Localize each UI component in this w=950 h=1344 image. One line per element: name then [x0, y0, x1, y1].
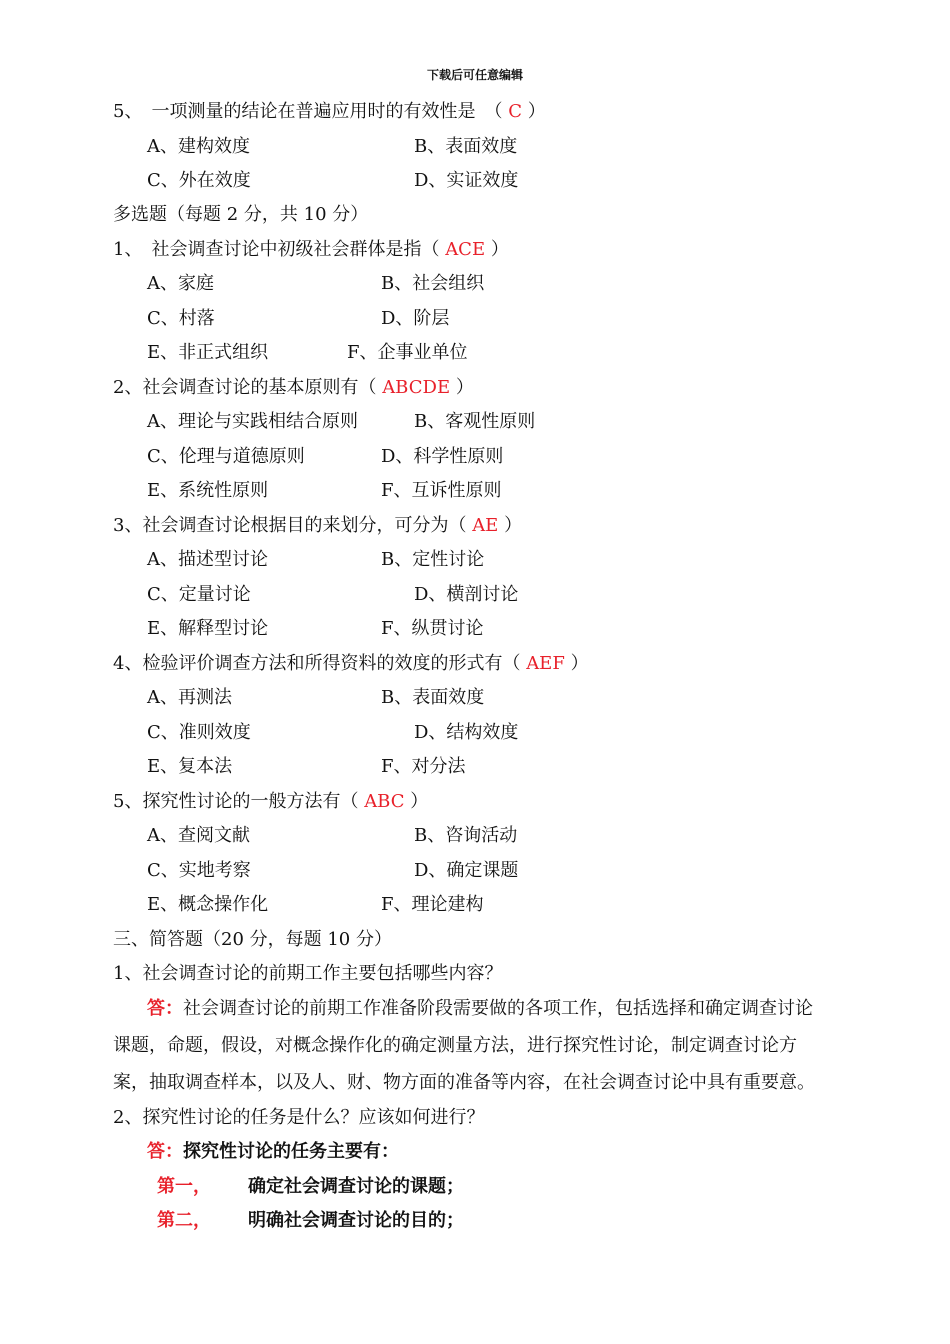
- point-label: 第二，: [157, 1210, 211, 1231]
- close-paren: ）: [455, 377, 474, 398]
- question-stem-text: 4、检验评价调查方法和所得资料的效度的形式有（: [113, 653, 521, 674]
- option: A、查阅文献: [147, 825, 250, 846]
- answer-text: C: [508, 101, 522, 122]
- section-title-multi: 多选题（每题 2 分，共 10 分）: [113, 204, 369, 225]
- option: B、表面效度: [414, 136, 518, 157]
- section-title-short: 三、简答题（20 分，每题 10 分）: [113, 929, 392, 950]
- option: E、概念操作化: [147, 894, 269, 915]
- question-stem-text: 2、社会调查讨论的基本原则有（: [113, 377, 377, 398]
- multi-question-1-stem: [113, 238, 509, 262]
- option: B、定性讨论: [381, 549, 485, 570]
- option: A、理论与实践相结合原则: [147, 411, 358, 432]
- question-stem-text: 5、探究性讨论的一般方法有（: [113, 791, 359, 812]
- option: F、纵贯讨论: [381, 618, 484, 639]
- close-paren: ）: [527, 101, 546, 122]
- option: F、理论建构: [381, 894, 484, 915]
- answer-label: 答：: [147, 1141, 183, 1162]
- short-question-1: 1、社会调查讨论的前期工作主要包括哪些内容？: [113, 963, 503, 984]
- answer-text: ABCDE: [382, 377, 451, 398]
- question-5-stem: [113, 100, 546, 124]
- answer-text: AEF: [526, 653, 565, 674]
- option: C、村落: [147, 308, 215, 329]
- option: D、实证效度: [414, 170, 519, 191]
- option: D、阶层: [381, 308, 450, 329]
- answer-text: 探究性讨论的任务主要有：: [183, 1141, 399, 1162]
- option: D、横剖讨论: [414, 584, 519, 605]
- multi-question-3-stem: [113, 514, 522, 538]
- close-paren: ）: [570, 653, 589, 674]
- option: B、客观性原则: [414, 411, 536, 432]
- option: C、外在效度: [147, 170, 251, 191]
- question-stem-text: 1、 社会调查讨论中初级社会群体是指（: [113, 239, 440, 260]
- point-text: 明确社会调查讨论的目的；: [248, 1210, 464, 1231]
- point-text: 确定社会调查讨论的课题；: [248, 1176, 464, 1197]
- option: E、复本法: [147, 756, 233, 777]
- option: A、再测法: [147, 687, 232, 708]
- option: B、咨询活动: [414, 825, 518, 846]
- option: C、实地考察: [147, 860, 251, 881]
- option: C、准则效度: [147, 722, 251, 743]
- point-1: [157, 1175, 464, 1199]
- option: D、确定课题: [414, 860, 519, 881]
- page-header: 下载后可任意编辑: [426, 68, 523, 82]
- option: D、结构效度: [414, 722, 519, 743]
- option: F、对分法: [381, 756, 466, 777]
- answer-text: ABC: [364, 791, 405, 812]
- multi-question-2-stem: [113, 376, 474, 400]
- answer-intro: [147, 1140, 399, 1164]
- option: B、社会组织: [381, 273, 485, 294]
- option: C、伦理与道德原则: [147, 446, 305, 467]
- answer-text: ACE: [445, 239, 486, 260]
- option: E、解释型讨论: [147, 618, 269, 639]
- option: A、描述型讨论: [147, 549, 268, 570]
- answer-text: 社会调查讨论的前期工作准备阶段需要做的各项工作，包括选择和确定调查讨论: [183, 998, 813, 1019]
- option: A、家庭: [147, 273, 214, 294]
- answer-paragraph-line-3: 案，抽取调查样本，以及人、财、物方面的准备等内容，在社会调查讨论中具有重要意。: [113, 1072, 815, 1093]
- short-question-2: 2、探究性讨论的任务是什么？应该如何进行？: [113, 1107, 485, 1128]
- point-label: 第一，: [157, 1176, 211, 1197]
- answer-text: AE: [472, 515, 499, 536]
- close-paren: ）: [490, 239, 509, 260]
- answer-label: 答：: [147, 998, 183, 1019]
- point-2: [157, 1209, 464, 1233]
- option: F、互诉性原则: [381, 480, 502, 501]
- close-paren: ）: [410, 791, 429, 812]
- answer-paragraph-line-1: [147, 997, 813, 1021]
- multi-question-4-stem: [113, 652, 589, 676]
- option: E、非正式组织: [147, 342, 269, 363]
- multi-question-5-stem: [113, 790, 428, 814]
- option: C、定量讨论: [147, 584, 251, 605]
- option: B、表面效度: [381, 687, 485, 708]
- option: F、企事业单位: [347, 342, 468, 363]
- close-paren: ）: [504, 515, 523, 536]
- answer-paragraph-line-2: 课题，命题，假设，对概念操作化的确定测量方法，进行探究性讨论，制定调查讨论方: [113, 1035, 797, 1056]
- option: D、科学性原则: [381, 446, 504, 467]
- question-stem-text: 5、 一项测量的结论在普遍应用时的有效性是 （: [113, 101, 503, 122]
- option: A、建构效度: [147, 136, 250, 157]
- question-stem-text: 3、社会调查讨论根据目的来划分，可分为（: [113, 515, 467, 536]
- option: E、系统性原则: [147, 480, 269, 501]
